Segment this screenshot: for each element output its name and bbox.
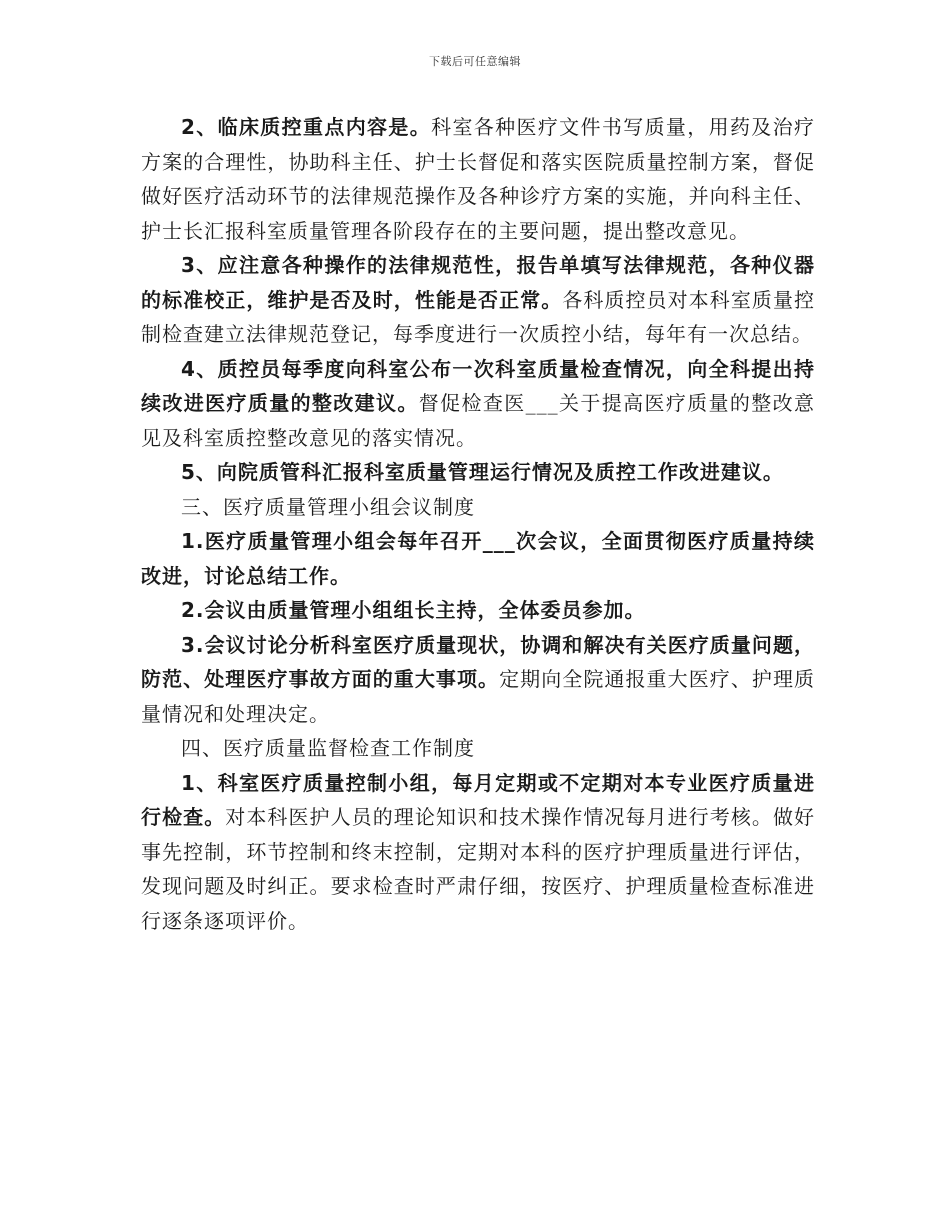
paragraph-3 [141,248,815,352]
paragraph-3-text: 各科质控员对本科室质量控制检查建立法律规范登记，每季度进行一次质控小结，每年有一次总结。 [141,287,816,346]
page-header: 下载后可任意编辑 [429,55,521,68]
paragraph-2-text: 科室各种医疗文件书写质量，用药及治疗方案的合理性，协助科主任、护士长督促和落实医院质量控制方案，督促做好医疗活动环节的法律规范操作及各种诊疗方案的实施，并向科主任、护士长汇报科室质量管理各阶段存在的主要问题，提出整改意见。 [141,115,816,243]
section-3-item-3 [141,628,815,732]
section-3-item-2-bold: 2.会议由质量管理小组组长主持，全体委员参加。 [181,598,646,622]
paragraph-5-bold: 5、向院质管科汇报科室质量管理运行情况及质控工作改进建议。 [181,460,784,484]
paragraph-4-bold: 4、质控员每季度向科室公布一次科室质量检查情况，向全科提出持续改进医疗质量的整改建议。 [141,356,815,415]
paragraph-5 [141,455,815,490]
section-3-title: 三、医疗质量管理小组会议制度 [181,494,475,519]
section-4-item-1-text: 对本科医护人员的理论知识和技术操作情况每月进行考核。做好事先控制，环节控制和终末控制，定期对本科的医疗护理质量进行评估，发现问题及时纠正。要求检查时严肃仔细，按医疗、护理质量检查标准进行逐条逐项评价。 [141,805,816,933]
section-3-item-3-bold: 3.会议讨论分析科室医疗质量现状，协调和解决有关医疗质量问题，防范、处理医疗事故方面的重大事项。 [141,632,815,691]
section-4-item-1-bold: 1、科室医疗质量控制小组，每月定期或不定期对本专业医疗质量进行检查。 [141,770,815,829]
paragraph-3-bold: 3、应注意各种操作的法律规范性，报告单填写法律规范，各种仪器的标准校正，维护是否及时，性能是否正常。 [141,253,815,312]
paragraph-4-text: 督促检查医___关于提高医疗质量的整改意见及科室质控整改意见的落实情况。 [141,391,816,450]
section-3-item-3-text: 定期向全院通报重大医疗、护理质量情况和处理决定。 [141,667,816,726]
document-body [141,110,815,938]
section-4-title: 四、医疗质量监督检查工作制度 [181,736,475,760]
section-4-item-1 [141,766,815,939]
section-3-item-1-bold: 1.医疗质量管理小组会每年召开___次会议，全面贯彻医疗质量持续改进，讨论总结工作。 [141,529,815,588]
section-3-item-2 [141,593,815,628]
section-3-item-1 [141,524,815,593]
paragraph-2 [141,110,815,248]
paragraph-2-bold: 2、临床质控重点内容是。 [181,115,432,139]
paragraph-4 [141,352,815,456]
